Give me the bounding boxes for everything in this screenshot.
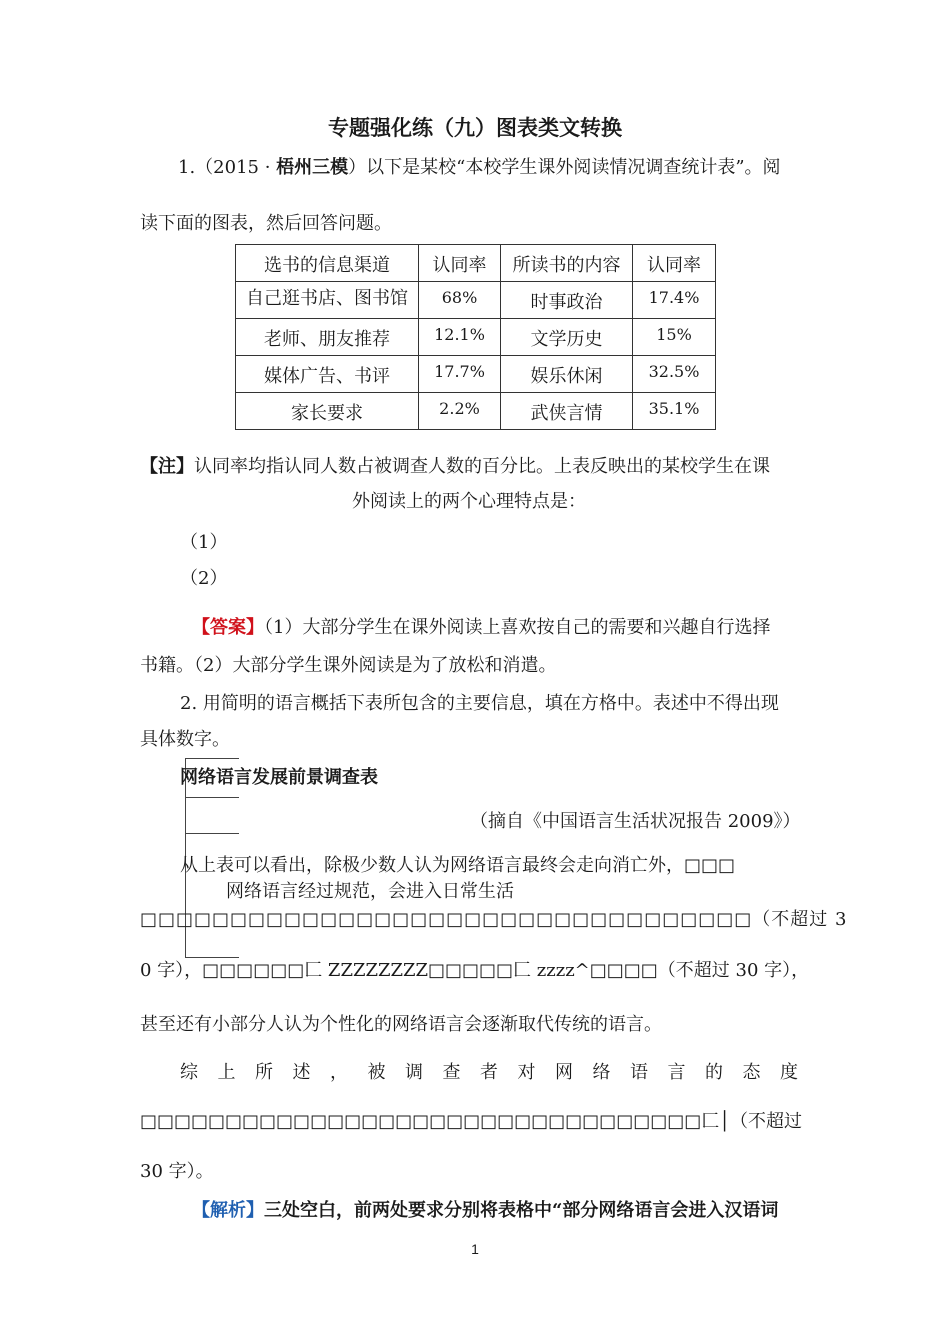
q1-intro-text: ）以下是某校“本校学生课外阅读情况调查统计表”。阅 bbox=[348, 157, 781, 178]
q1-note-line2: 外阅读上的两个心理特点是： bbox=[352, 491, 586, 512]
table-cell: 自己逛书店、图书馆 bbox=[236, 282, 419, 319]
table-row bbox=[236, 282, 716, 319]
q2-source: （摘自《中国语言生活状况报告 2009》） bbox=[470, 811, 801, 832]
q1-source-name: 梧州三模 bbox=[276, 157, 349, 178]
table-row bbox=[236, 356, 716, 393]
table-header-row bbox=[236, 245, 716, 282]
summary-char: 度 bbox=[780, 1062, 798, 1083]
summary-char: 言 bbox=[667, 1062, 686, 1083]
summary-char: 综 bbox=[180, 1062, 198, 1083]
note-label: 【注】 bbox=[140, 456, 194, 477]
summary-char: 所 bbox=[255, 1062, 273, 1083]
table-cell: 家长要求 bbox=[236, 393, 419, 430]
note-text: 认同率均指认同人数占被调查人数的百分比。上表反映出的某校学生在课 bbox=[194, 456, 770, 477]
table-frame-line bbox=[185, 758, 239, 759]
q1-intro-line2: 读下面的图表，然后回答问题。 bbox=[140, 213, 392, 234]
q1-intro-line1 bbox=[178, 156, 781, 180]
analysis-label: 【解析】 bbox=[192, 1200, 264, 1221]
q2-answer-grid-2: 0 字），□□□□□□匚 ZZZZZZZZ□□□□□匚 zzzz^□□□□（不超过 30 字）， bbox=[140, 960, 810, 981]
summary-char: 述 bbox=[292, 1062, 311, 1083]
page-number: 1 bbox=[471, 1241, 479, 1257]
summary-char: 络 bbox=[592, 1062, 611, 1083]
q2-summary-line bbox=[180, 1061, 798, 1085]
table-frame-line bbox=[186, 957, 239, 958]
table-cell: 32.5% bbox=[633, 356, 716, 393]
page-title: 专题强化练（九）图表类文转换 bbox=[328, 116, 622, 140]
analysis-text: 三处空白，前两处要求分别将表格中“部分网络语言会进入汉语词 bbox=[264, 1200, 779, 1221]
q2-prompt-line2: 具体数字。 bbox=[140, 729, 230, 750]
table-cell: 武侠言情 bbox=[501, 393, 633, 430]
summary-char: 被 bbox=[367, 1062, 386, 1083]
q2-para1-sub: 网络语言经过规范，会进入日常生活 bbox=[226, 881, 514, 902]
q2-prompt-line1: 2. 用简明的语言概括下表所包含的主要信息，填在方格中。表述中不得出现 bbox=[180, 693, 779, 714]
table-cell: 娱乐休闲 bbox=[501, 356, 633, 393]
table-cell: 媒体广告、书评 bbox=[236, 356, 419, 393]
table-frame-line bbox=[186, 797, 239, 798]
q1-blank-1: （1） bbox=[180, 532, 228, 553]
table-cell: 老师、朋友推荐 bbox=[236, 319, 419, 356]
summary-char: 态 bbox=[742, 1062, 761, 1083]
summary-char: 调 bbox=[405, 1062, 423, 1083]
table-header-cell: 认同率 bbox=[419, 245, 501, 282]
q1-blank-2: （2） bbox=[180, 568, 228, 589]
table-cell: 17.4% bbox=[633, 282, 716, 319]
table-cell: 35.1% bbox=[633, 393, 716, 430]
summary-char: 的 bbox=[705, 1062, 723, 1083]
table-cell: 15% bbox=[633, 319, 716, 356]
table-header-cell: 认同率 bbox=[633, 245, 716, 282]
table-cell: 2.2% bbox=[419, 393, 501, 430]
table-cell: 文学历史 bbox=[501, 319, 633, 356]
q1-answer-line1 bbox=[192, 616, 770, 640]
summary-char: 查 bbox=[442, 1062, 461, 1083]
answer-text: （1）大部分学生在课外阅读上喜欢按自己的需要和兴趣自行选择 bbox=[264, 617, 771, 638]
table-row bbox=[236, 393, 716, 430]
summary-char: ， bbox=[330, 1062, 348, 1083]
q1-source-prefix: 1.（2015 · bbox=[178, 157, 277, 178]
table-header-cell: 所读书的内容 bbox=[501, 245, 633, 282]
summary-char: 语 bbox=[630, 1062, 648, 1083]
q1-note-line1 bbox=[140, 455, 770, 479]
q2-table-title: 网络语言发展前景调查表 bbox=[180, 767, 378, 788]
table-row bbox=[236, 319, 716, 356]
q2-answer-grid-1: □□□□□□□□□□□□□□□□□□□□□□□□□□□□□□□□□□（不超过 3 bbox=[140, 909, 848, 930]
summary-char: 者 bbox=[480, 1062, 498, 1083]
summary-char: 网 bbox=[555, 1062, 573, 1083]
table-cell: 68% bbox=[419, 282, 501, 319]
table-frame-line bbox=[186, 833, 239, 834]
table-cell: 17.7% bbox=[419, 356, 501, 393]
table-cell: 12.1% bbox=[419, 319, 501, 356]
answer-label: 【答案】 bbox=[192, 617, 264, 638]
q2-analysis-line bbox=[192, 1199, 778, 1223]
summary-char: 上 bbox=[217, 1062, 236, 1083]
q1-answer-line2: 书籍。（2）大部分学生课外阅读是为了放松和消遣。 bbox=[140, 655, 557, 676]
q2-answer-grid-3: □□□□□□□□□□□□□□□□□□□□□□□□□□□□□□□□□匚│（不超过 bbox=[140, 1111, 803, 1132]
table-header-cell: 选书的信息渠道 bbox=[236, 245, 419, 282]
summary-char: 对 bbox=[517, 1062, 536, 1083]
q2-para1: 从上表可以看出，除极少数人认为网络语言最终会走向消亡外，□□□ bbox=[180, 855, 736, 876]
reading-survey-table bbox=[235, 244, 716, 430]
q2-answer-grid-3-end: 30 字）。 bbox=[140, 1161, 214, 1182]
q2-para2: 甚至还有小部分人认为个性化的网络语言会逐渐取代传统的语言。 bbox=[140, 1014, 662, 1035]
table-cell: 时事政治 bbox=[501, 282, 633, 319]
